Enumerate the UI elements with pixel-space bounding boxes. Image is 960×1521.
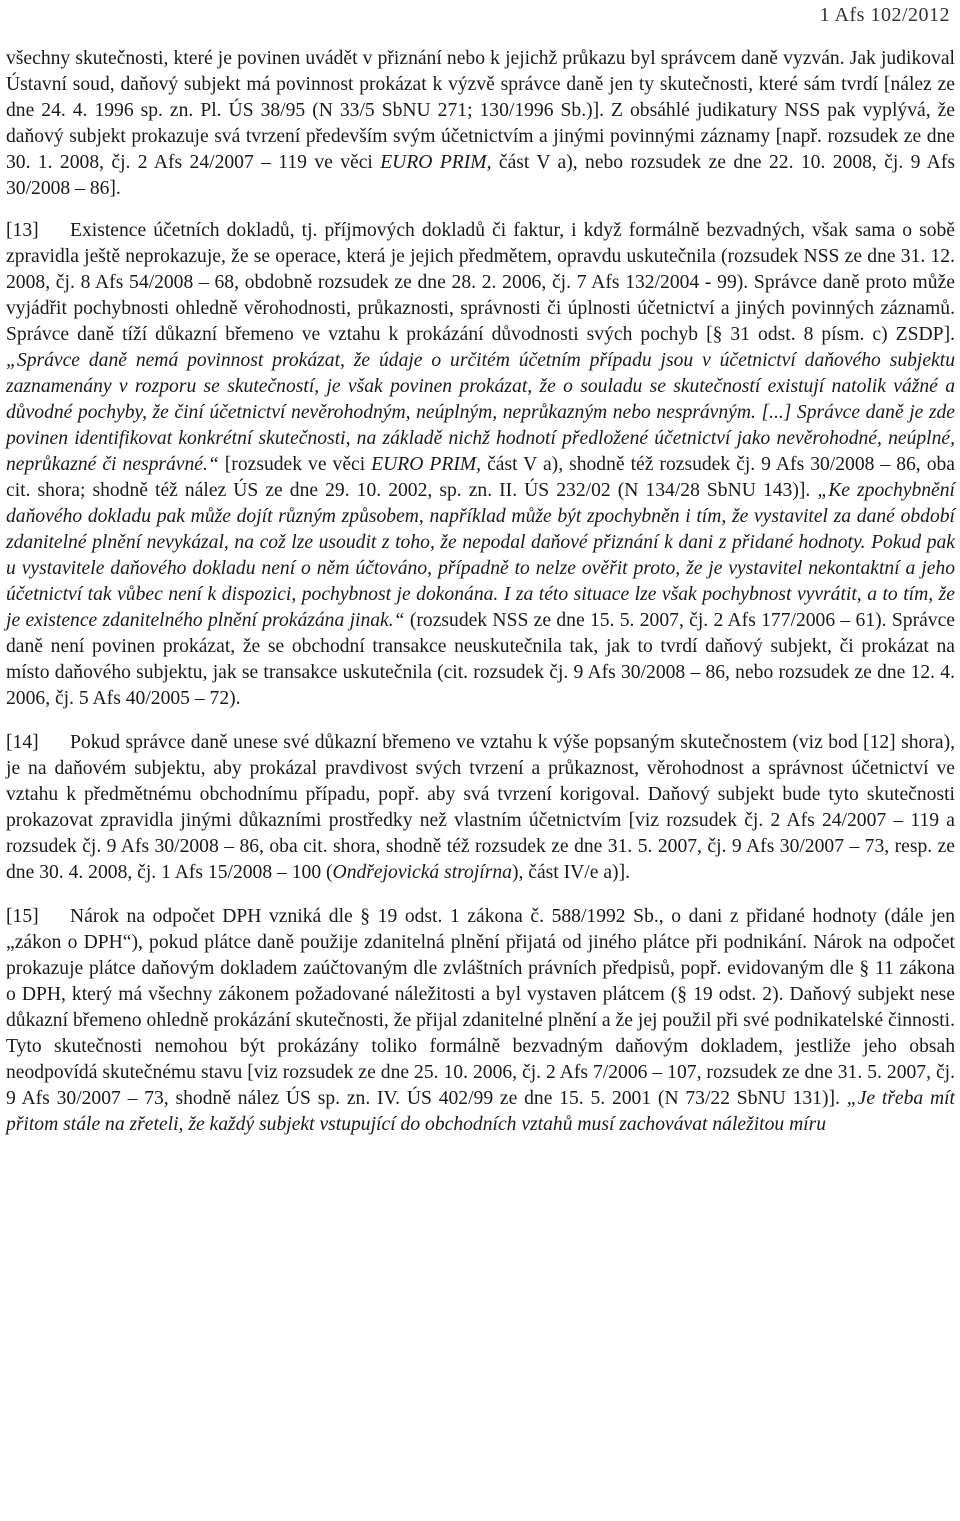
paragraph-number: [13] xyxy=(6,220,39,241)
paragraph-13: [13] Existence účetních dokladů, tj. příjmových dokladů či faktur, i když formálně bezvadných, však sama o sobě zpravidla ještě neprokazuje, že se operace, která je jejich předmětem, opravdu uskutečnila (rozsudek NSS ze dne 31. 12. 2008, čj. 8 Afs 54/2008 – 68, obdobně rozsudek ze dne 28. 2. 2006, čj. 7 Afs 132/2004 - 99). Správce daně proto může vyjádřit pochybnosti ohledně věrohodnosti, průkaznosti, správnosti či úplnosti účetnictví a jiných povinných záznamů. Správce daně tíží důkazní břemeno ve vztahu k prokázání důvodnosti svých pochyb [§ 31 odst. 8 písm. c) ZSDP]. „Správce daně nemá povinnost prokázat, že údaje o určitém účetním případu jsou v účetnictví daňového subjektu zaznamenány v rozporu se skutečností, je však povinen prokázat, že o souladu se skutečností existují natolik vážné a důvodné pochyby, že činí účetnictví nevěrohodným, neúplným, neprůkazným nebo nesprávným. [...] Správce daně je zde povinen identifikovat konkrétní skutečnosti, na základě nichž hodnotí předložené účetnictví jako nevěrohodné, neúplné, neprůkazné či nesprávné.“ [rozsudek ve věci EURO PRIM, část V a), shodně též rozsudek čj. 9 Afs 30/2008 – 86, oba cit. shora; shodně též nález ÚS ze dne 29. 10. 2002, sp. zn. II. ÚS 232/02 (N 134/28 SbNU 143)]. „Ke zpochybnění daňového dokladu pak může dojít různým způsobem, například může být zpochybněn i tím, že vystavitel za dané období zdanitelné plnění nevykázal, na což lze usoudit z toho, že nepodal daňové přiznání k dani z přidané hodnoty. Pokud pak u vystavitele daňového dokladu není o něm účtováno, případně to nelze ověřit proto, že je vystavitel nekontaktní a jeho účetnictví tak vůbec není k dispozici, pochybnost je dokonána. I za této situace lze však pochybnost vyvrátit, a to tím, že je existence zdanitelného plnění prokázána jinak.“ (rozsudek NSS ze dne 15. 5. 2007, čj. 2 Afs 177/2006 – 61). Správce daně není povinen prokázat, že se obchodní transakce neuskutečnila tak, jak to tvrdí daňový subjekt, či prokázat na místo daňového subjektu, jak se transakce uskutečnila (cit. rozsudek čj. 9 Afs 30/2008 – 86, nebo rozsudek ze dne 12. 4. 2006, čj. 5 Afs 40/2005 – 72). xyxy=(6,220,955,709)
case-number-header: 1 Afs 102/2012 xyxy=(819,4,950,26)
document-body xyxy=(6,46,955,1156)
quotation: „Správce daně nemá povinnost prokázat, že údaje o určitém účetním případu jsou v účetnictví daňového subjektu zaznamenány v rozporu se skutečností, je však povinen prokázat, že o souladu se skutečností existují natolik vážné a důvodné pochyby, že činí účetnictví nevěrohodným, neúplným, neprůkazným nebo nesprávným. [...] Správce daně je zde povinen identifikovat konkrétní skutečnosti, na základě nichž hodnotí předložené účetnictví jako nevěrohodné, neúplné, neprůkazné či nesprávné.“ xyxy=(6,350,955,475)
paragraph-14: [14] Pokud správce daně unese své důkazní břemeno ve vztahu k výše popsaným skutečnostem (viz bod [12] shora), je na daňovém subjektu, aby prokázal pravdivost svých tvrzení a průkaznost, věrohodnost a správnost účetnictví ve vztahu k předmětnému obchodnímu případu, popř. aby svá tvrzení korigoval. Daňový subjekt bude tyto skutečnosti prokazovat zpravidla jinými důkazními prostředky než vlastním účetnictvím [viz rozsudek čj. 2 Afs 24/2007 – 119 a rozsudek čj. 9 Afs 30/2008 – 86, oba cit. shora, shodně též rozsudek ze dne 31. 5. 2007, čj. 9 Afs 30/2007 – 73, resp. ze dne 30. 4. 2008, čj. 1 Afs 15/2008 – 100 (Ondřejovická strojírna), část IV/e a)]. xyxy=(6,732,955,883)
paragraph-number: [15] xyxy=(6,906,39,927)
paragraph-number: [14] xyxy=(6,732,39,753)
quotation: „Je třeba mít přitom stále na zřeteli, že každý subjekt vstupující do obchodních vztahů musí zachovávat náležitou míru xyxy=(6,1088,956,1135)
paragraph-12-continuation: všechny skutečnosti, které je povinen uvádět v přiznání nebo k jejichž průkazu byl správcem daně vyzván. Jak judikoval Ústavní soud, daňový subjekt má povinnost prokázat k výzvě správce daně jen ty skutečnosti, které sám tvrdí [nález ze dne 24. 4. 1996 sp. zn. Pl. ÚS 38/95 (N 33/5 SbNU 271; 130/1996 Sb.)]. Z obsáhlé judikatury NSS pak vyplývá, že daňový subjekt prokazuje svá tvrzení především svým účetnictvím a jinými povinnými záznamy [např. rozsudek ze dne 30. 1. 2008, čj. 2 Afs 24/2007 – 119 ve věci EURO PRIM, část V a), nebo rozsudek ze dne 22. 10. 2008, čj. 9 Afs 30/2008 – 86]. xyxy=(6,48,955,199)
paragraph-15: [15] Nárok na odpočet DPH vzniká dle § 19 odst. 1 zákona č. 588/1992 Sb., o dani z přidané hodnoty (dále jen „zákon o DPH“), pokud plátce daně použije zdanitelná plnění přijatá od jiného plátce při podnikání. Nárok na odpočet prokazuje plátce daňovým dokladem zaúčtovaným dle zvláštních právních předpisů, popř. evidovaným dle § 11 zákona o DPH, který má všechny zákonem požadované náležitosti a byl vystaven plátcem (§ 19 odst. 2). Daňový subjekt nese důkazní břemeno ohledně prokázání skutečnosti, že přijal zdanitelné plnění a že jej použil při své podnikatelské činnosti. Tyto skutečnosti nemohou být prokázány toliko formálně bezvadným daňovým dokladem, jestliže jeho obsah neodpovídá skutečnému stavu [viz rozsudek ze dne 25. 10. 2006, čj. 2 Afs 7/2006 – 107, rozsudek ze dne 31. 5. 2007, čj. 9 Afs 30/2007 – 73, shodně nález ÚS sp. zn. IV. ÚS 402/99 ze dne 15. 5. 2001 (N 73/22 SbNU 131)]. „Je třeba mít přitom stále na zřeteli, že každý subjekt vstupující do obchodních vztahů musí zachovávat náležitou míru xyxy=(6,906,956,1135)
quotation: „Ke zpochybnění daňového dokladu pak může dojít různým způsobem, například může být zpochybněn i tím, že vystavitel za dané období zdanitelné plnění nevykázal, na což lze usoudit z toho, že nepodal daňové přiznání k dani z přidané hodnoty. Pokud pak u vystavitele daňového dokladu není o něm účtováno, případně to nelze ověřit proto, že je vystavitel nekontaktní a jeho účetnictví tak vůbec není k dispozici, pochybnost je dokonána. I za této situace lze však pochybnost vyvrátit, a to tím, že je existence zdanitelného plnění prokázána jinak.“ xyxy=(6,480,955,631)
